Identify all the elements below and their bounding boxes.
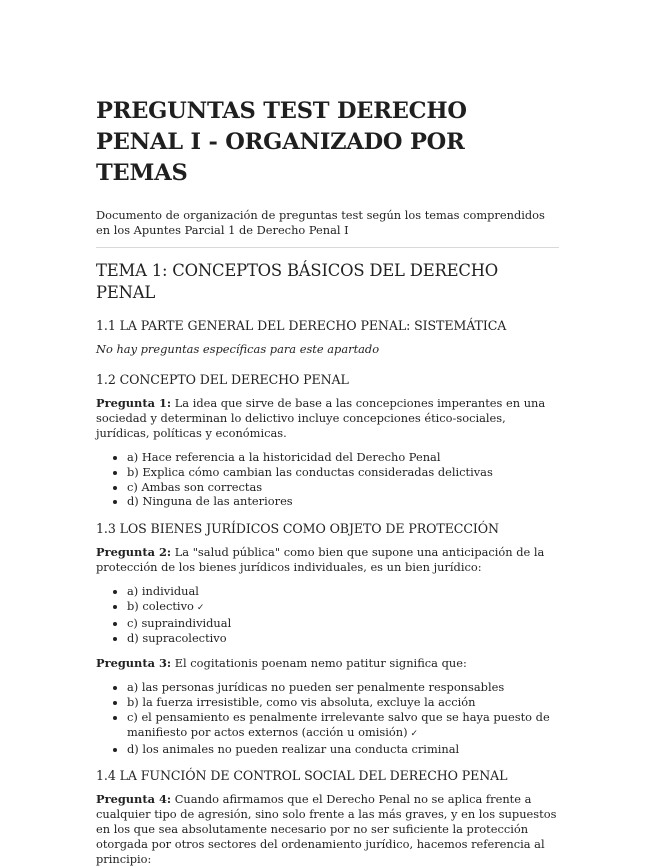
question-2-label: Pregunta 2: <box>96 545 172 560</box>
option-text: b) la fuerza irresistible, como vis absoluta, excluye la acción <box>127 695 476 710</box>
list-item <box>127 584 559 599</box>
section-1-3-heading: 1.3 LOS BIENES JURÍDICOS COMO OBJETO DE PROTECCIÓN <box>96 521 499 537</box>
tema1-heading: TEMA 1: CONCEPTOS BÁSICOS DEL DERECHO PENAL <box>96 261 499 302</box>
document-title: PREGUNTAS TEST DERECHO PENAL I - ORGANIZADO POR TEMAS <box>96 98 467 186</box>
section-1-1-heading: 1.1 LA PARTE GENERAL DEL DERECHO PENAL: SISTEMÁTICA <box>96 318 507 333</box>
option-text: c) el pensamiento es penalmente irrelevante salvo que se haya puesto de manifiesto por actos externos (acción u omisión) <box>127 709 550 739</box>
title-divider <box>96 247 559 248</box>
question-3-label: Pregunta 3: <box>96 656 172 671</box>
list-item <box>127 695 559 710</box>
question-1 <box>96 396 559 441</box>
list-item: • a) Hace referencia a la historicidad del Derecho Penal <box>127 450 559 465</box>
question-2 <box>96 545 559 575</box>
list-item <box>127 680 559 695</box>
section-1-1-note: No hay preguntas específicas para este apartado <box>96 342 380 356</box>
check-icon: ✓ <box>196 602 205 613</box>
question-1-text: La idea que sirve de base a las concepciones imperantes en una sociedad y determinan lo delictivo incluye concepciones ético-sociales, jurídicas, políticas y económicas. <box>96 396 546 440</box>
question-3-options <box>96 680 559 756</box>
list-item: • b) Explica cómo cambian las conductas consideradas delictivas <box>127 465 559 480</box>
question-2-options <box>96 584 559 645</box>
question-1-options <box>96 450 559 509</box>
list-item <box>127 742 559 757</box>
question-3-text: El cogitationis poenam nemo patitur significa que: <box>171 656 467 671</box>
option-text: c) supraindividual <box>127 615 232 630</box>
check-icon: ✓ <box>410 728 419 739</box>
section-1-2-heading: 1.2 CONCEPTO DEL DERECHO PENAL <box>96 372 349 387</box>
question-2-text: La "salud pública" como bien que supone una anticipación de la protección de los bienes jurídicos individuales, es un bien jurídico: <box>96 545 545 575</box>
section-1-4-heading: 1.4 LA FUNCIÓN DE CONTROL SOCIAL DEL DERECHO PENAL <box>96 768 508 784</box>
option-text: a) las personas jurídicas no pueden ser penalmente responsables <box>127 680 505 695</box>
option-text: b) colectivo <box>127 598 194 613</box>
question-4-text: Cuando afirmamos que el Derecho Penal no se aplica frente a cualquier tipo de agresión, sino solo frente a las más graves, y en los supuestos en los que sea absolutamente necesario por no ser suficiente la protección otorgada por otros sectores del ordenamiento jurídico, hacemos referencia al principio: <box>96 792 557 867</box>
list-item <box>127 631 559 646</box>
list-item <box>127 710 559 742</box>
question-3 <box>96 656 559 671</box>
document-subtitle: Documento de organización de preguntas test según los temas comprendidos en los Apuntes Parcial 1 de Derecho Penal I <box>96 208 545 237</box>
option-text: d) los animales no pueden realizar una conducta criminal <box>127 741 460 756</box>
list-item: • c) Ambas son correctas <box>127 480 559 495</box>
list-item <box>127 599 559 616</box>
option-text: a) individual <box>127 584 199 599</box>
question-4-label: Pregunta 4: <box>96 792 172 807</box>
question-1-label: Pregunta 1: <box>96 396 172 410</box>
list-item <box>127 616 559 631</box>
question-4 <box>96 792 559 867</box>
list-item: • d) Ninguna de las anteriores <box>127 494 559 509</box>
option-text: d) supracolectivo <box>127 630 227 645</box>
